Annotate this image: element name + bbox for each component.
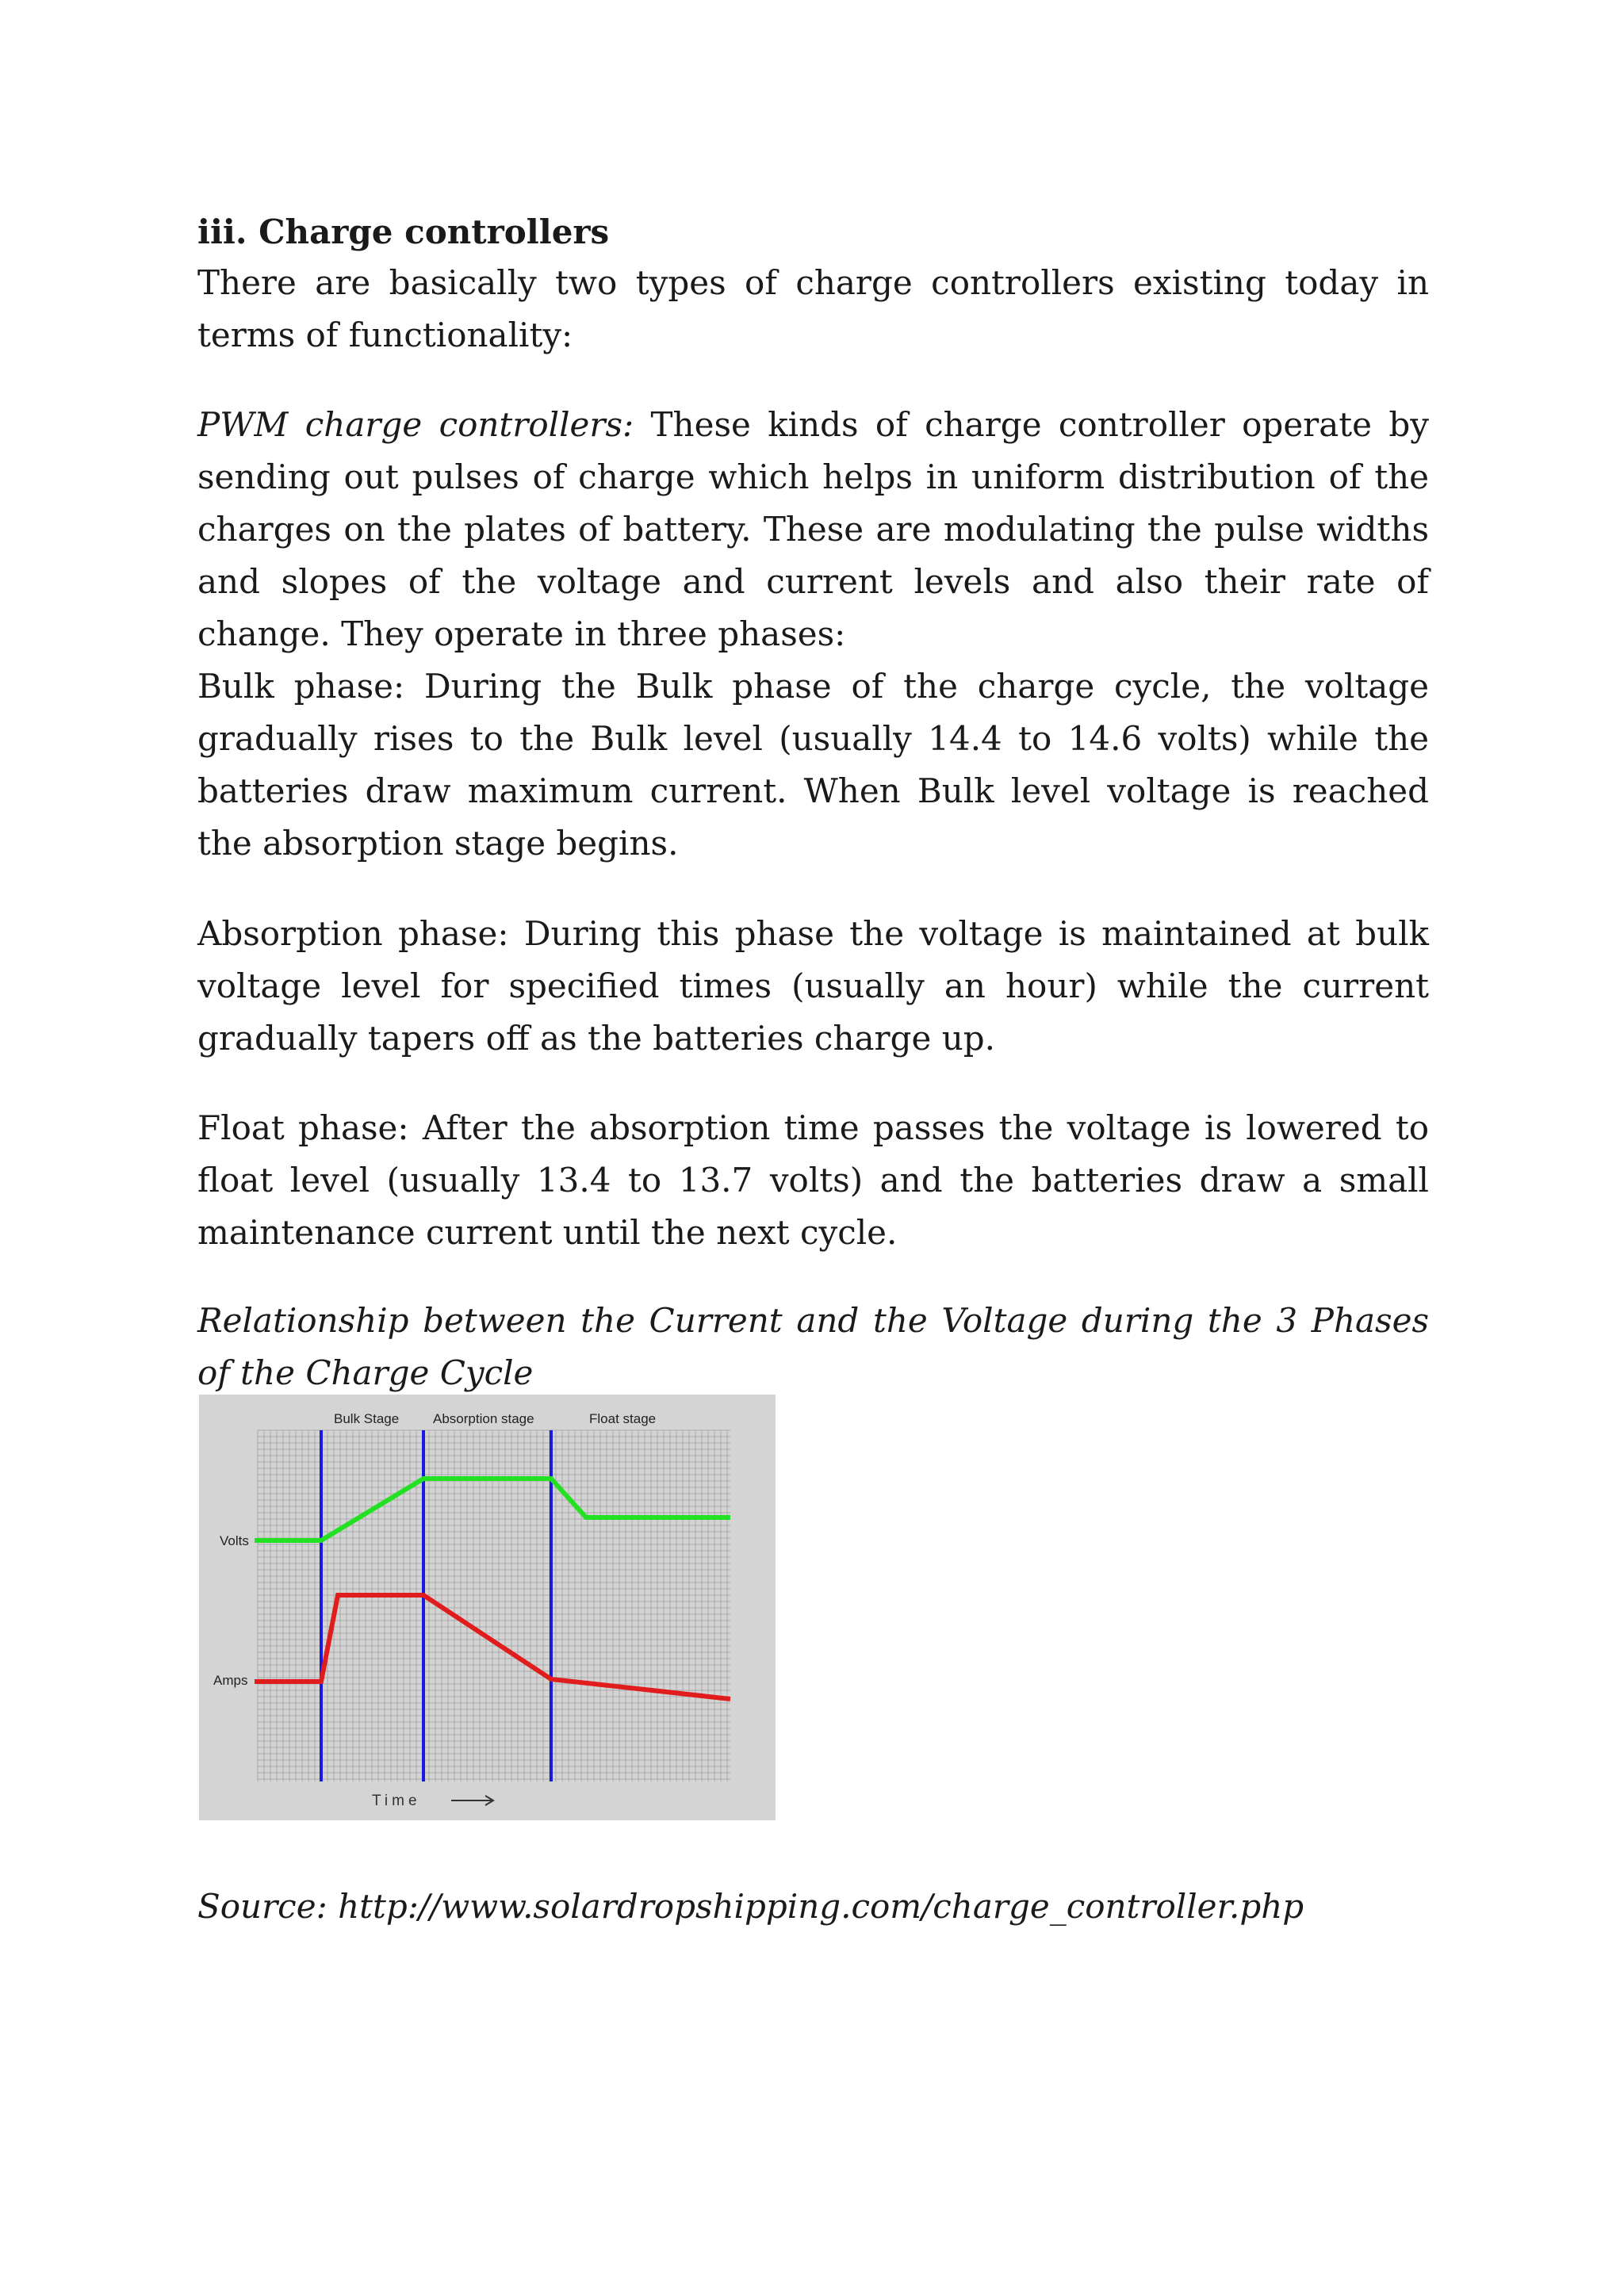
volts-label: Volts xyxy=(220,1533,249,1548)
figure-caption: Relationship between the Current and the Voltage during the 3 Phases of the Charge Cycle xyxy=(197,1301,1429,1392)
intro-paragraph: There are basically two types of charge controllers existing today in terms of functionality: xyxy=(197,263,1429,354)
absorption-phase-paragraph: Absorption phase: During this phase the voltage is maintained at bulk voltage level for specified times (usually an hour) while the current gradually tapers off as the batteries charge up. xyxy=(197,914,1429,1058)
float-phase-paragraph: Float phase: After the absorption time passes the voltage is lowered to float level (usually 13.4 to 13.7 volts) and the batteries draw a small maintenance current until the next cycle. xyxy=(197,1108,1429,1252)
charge-cycle-diagram xyxy=(199,1395,776,1820)
source-citation: Source: http://www.solardropshipping.com/charge_controller.php xyxy=(197,1887,1304,1926)
pwm-lead: PWM charge controllers: xyxy=(197,405,634,444)
stage-label-bulk: Bulk Stage xyxy=(334,1411,400,1426)
time-label: Time xyxy=(372,1793,421,1809)
stage-label-float: Float stage xyxy=(589,1411,657,1426)
pwm-paragraph xyxy=(197,399,1429,660)
charge-cycle-figure xyxy=(199,1395,776,1820)
bulk-phase-paragraph: Bulk phase: During the Bulk phase of the charge cycle, the voltage gradually rises to the Bulk level (usually 14.4 to 14.6 volts) while the batteries draw maximum current. When Bulk level voltage is reached the absorption stage begins. xyxy=(197,667,1429,863)
section-heading: iii. Charge controllers xyxy=(197,212,610,251)
amps-label: Amps xyxy=(213,1673,248,1688)
pwm-body: These kinds of charge controller operate by sending out pulses of charge which helps in uniform distribution of the charges on the plates of battery. These are modulating the pulse widths and slopes of the voltage and current levels and also their rate of change. They operate in three phases: xyxy=(197,405,1429,653)
stage-label-absorption: Absorption stage xyxy=(433,1411,534,1426)
